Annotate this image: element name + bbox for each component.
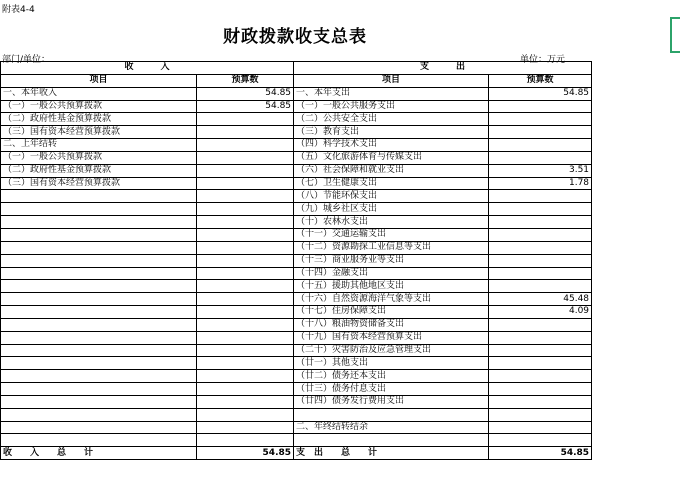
expense-item: 二、年终结转结余	[294, 421, 489, 434]
expense-value	[489, 113, 592, 126]
table-row	[1, 318, 592, 331]
table-row	[1, 228, 592, 241]
expense-value: 45.48	[489, 293, 592, 306]
expense-item: （十二）资源勘探工业信息等支出	[294, 241, 489, 254]
selection-marker	[670, 17, 680, 53]
expense-value	[489, 139, 592, 152]
budget-table	[0, 61, 592, 460]
table-row	[1, 177, 592, 190]
income-value	[197, 370, 294, 383]
expense-item: （廿二）债务还本支出	[294, 370, 489, 383]
total-expense-value: 54.85	[489, 447, 592, 460]
income-item: （三）国有资本经营预算拨款	[1, 126, 197, 139]
income-value	[197, 241, 294, 254]
income-item	[1, 254, 197, 267]
income-value	[197, 113, 294, 126]
income-value	[197, 254, 294, 267]
income-value	[197, 203, 294, 216]
income-value	[197, 151, 294, 164]
expense-item: 一、本年支出	[294, 87, 489, 100]
income-value	[197, 216, 294, 229]
attachment-label: 附表4-4	[2, 5, 35, 15]
expense-item: （十八）粮油物资储备支出	[294, 318, 489, 331]
income-budget-col: 预算数	[197, 74, 294, 87]
expense-value: 4.09	[489, 306, 592, 319]
income-item	[1, 370, 197, 383]
expense-item: （廿四）债务发行费用支出	[294, 395, 489, 408]
income-value	[197, 383, 294, 396]
expense-value: 1.78	[489, 177, 592, 190]
expense-value	[489, 344, 592, 357]
expense-item: （五）文化旅游体育与传媒支出	[294, 151, 489, 164]
income-item: （二）政府性基金预算拨款	[1, 164, 197, 177]
total-income-value: 54.85	[197, 447, 294, 460]
table-row	[1, 203, 592, 216]
income-item	[1, 421, 197, 434]
table-row	[1, 267, 592, 280]
income-item	[1, 318, 197, 331]
expense-value	[489, 318, 592, 331]
income-item: （一）一般公共预算拨款	[1, 100, 197, 113]
income-item-col: 项目	[1, 74, 197, 87]
income-value	[197, 395, 294, 408]
table-row	[1, 254, 592, 267]
expense-item: （十三）商业服务业等支出	[294, 254, 489, 267]
income-item	[1, 344, 197, 357]
table-row	[1, 421, 592, 434]
income-value	[197, 164, 294, 177]
expense-value: 54.85	[489, 87, 592, 100]
income-value	[197, 306, 294, 319]
income-item	[1, 280, 197, 293]
income-item	[1, 357, 197, 370]
expense-value	[489, 254, 592, 267]
income-value	[197, 293, 294, 306]
income-value	[197, 139, 294, 152]
expense-item: （三）教育支出	[294, 126, 489, 139]
expense-item: （九）城乡社区支出	[294, 203, 489, 216]
income-item	[1, 267, 197, 280]
expense-value	[489, 331, 592, 344]
total-expense-label: 支 出 总 计	[294, 447, 489, 460]
income-value	[197, 344, 294, 357]
income-item	[1, 228, 197, 241]
expense-item: （四）科学技术支出	[294, 139, 489, 152]
income-item	[1, 331, 197, 344]
table-row	[1, 280, 592, 293]
expense-value	[489, 228, 592, 241]
page-title: 财政拨款收支总表	[223, 27, 367, 47]
expense-item	[294, 434, 489, 447]
table-column-header	[1, 74, 592, 87]
expense-item: （十一）交通运输支出	[294, 228, 489, 241]
table-row	[1, 408, 592, 421]
income-item	[1, 434, 197, 447]
expense-value	[489, 241, 592, 254]
total-income-label: 收 入 总 计	[1, 447, 197, 460]
expense-value	[489, 434, 592, 447]
income-value	[197, 190, 294, 203]
table-row	[1, 164, 592, 177]
table-row	[1, 87, 592, 100]
income-item	[1, 190, 197, 203]
income-item: 二、上年结转	[1, 139, 197, 152]
expense-item: （二十）灾害防治及应急管理支出	[294, 344, 489, 357]
table-row	[1, 331, 592, 344]
income-value	[197, 177, 294, 190]
income-value	[197, 280, 294, 293]
income-item: （三）国有资本经营预算拨款	[1, 177, 197, 190]
income-item	[1, 408, 197, 421]
income-item	[1, 293, 197, 306]
table-row	[1, 190, 592, 203]
table-row	[1, 100, 592, 113]
table-row	[1, 434, 592, 447]
unit-label: 单位：万元	[520, 55, 566, 65]
income-item	[1, 395, 197, 408]
income-value: 54.85	[197, 87, 294, 100]
income-item	[1, 306, 197, 319]
expense-value	[489, 126, 592, 139]
table-row	[1, 383, 592, 396]
expense-item	[294, 408, 489, 421]
expense-item: （十六）自然资源海洋气象等支出	[294, 293, 489, 306]
income-value	[197, 267, 294, 280]
department-label: 部门/单位：	[2, 55, 51, 65]
expense-item: （十四）金融支出	[294, 267, 489, 280]
table-row	[1, 139, 592, 152]
income-value	[197, 408, 294, 421]
expense-item: （十九）国有资本经营预算支出	[294, 331, 489, 344]
expense-item: （七）卫生健康支出	[294, 177, 489, 190]
table-row	[1, 113, 592, 126]
expense-value	[489, 100, 592, 113]
income-value	[197, 434, 294, 447]
income-item	[1, 216, 197, 229]
table-section-header	[1, 62, 592, 75]
expense-item: （十七）住房保障支出	[294, 306, 489, 319]
expense-budget-col: 预算数	[489, 74, 592, 87]
expense-item: （十）农林水支出	[294, 216, 489, 229]
expense-value	[489, 370, 592, 383]
table-row	[1, 344, 592, 357]
expense-value	[489, 190, 592, 203]
income-item	[1, 383, 197, 396]
income-item	[1, 241, 197, 254]
table-row	[1, 357, 592, 370]
expense-item: （十五）援助其他地区支出	[294, 280, 489, 293]
income-value	[197, 228, 294, 241]
expense-item: （二）公共安全支出	[294, 113, 489, 126]
income-value	[197, 318, 294, 331]
table-row	[1, 370, 592, 383]
expense-item: （一）一般公共服务支出	[294, 100, 489, 113]
expense-item: （廿一）其他支出	[294, 357, 489, 370]
expense-value	[489, 421, 592, 434]
expense-item: （廿三）债务付息支出	[294, 383, 489, 396]
expense-value	[489, 280, 592, 293]
expense-item: （六）社会保障和就业支出	[294, 164, 489, 177]
income-item	[1, 203, 197, 216]
table-row	[1, 216, 592, 229]
expense-value	[489, 267, 592, 280]
expense-value	[489, 216, 592, 229]
expense-item-col: 项目	[294, 74, 489, 87]
table-row	[1, 151, 592, 164]
income-value	[197, 331, 294, 344]
income-value	[197, 421, 294, 434]
income-header: 收 入	[1, 62, 294, 75]
income-value: 54.85	[197, 100, 294, 113]
expense-value	[489, 203, 592, 216]
table-row	[1, 293, 592, 306]
income-value	[197, 357, 294, 370]
table-row	[1, 126, 592, 139]
expense-value	[489, 383, 592, 396]
income-item: （一）一般公共预算拨款	[1, 151, 197, 164]
expense-value	[489, 357, 592, 370]
table-row	[1, 395, 592, 408]
table-row	[1, 306, 592, 319]
expense-value	[489, 395, 592, 408]
income-item: （二）政府性基金预算拨款	[1, 113, 197, 126]
table-row	[1, 241, 592, 254]
expense-item: （八）节能环保支出	[294, 190, 489, 203]
expense-value	[489, 408, 592, 421]
expense-value: 3.51	[489, 164, 592, 177]
income-item: 一、本年收入	[1, 87, 197, 100]
income-value	[197, 126, 294, 139]
total-row	[1, 447, 592, 460]
expense-value	[489, 151, 592, 164]
expense-header: 支 出	[294, 62, 592, 75]
